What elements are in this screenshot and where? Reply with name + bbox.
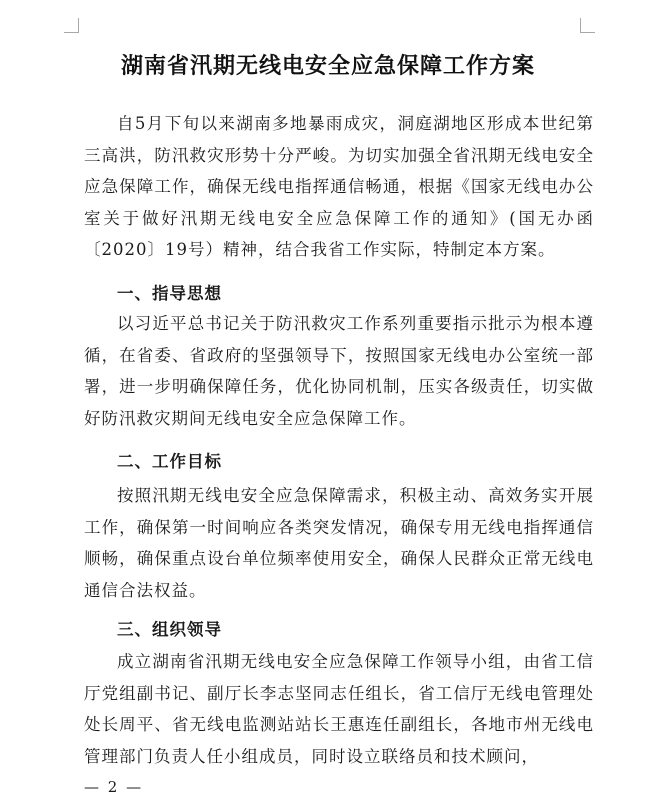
intro-paragraph: 自5月下旬以来湖南多地暴雨成灾，洞庭湖地区形成本世纪第三高洪，防汛救灾形势十分严峻。为切实加强全省汛期无线电安全应急保障工作，确保无线电指挥通信畅通，根据《国家无线电办公室关于做好汛期无线电安全应急保障工作的通知》(国无办函〔2020〕19号）精神，结合我省工作实际，特制定本方案。 (84, 114, 594, 259)
section-paragraph: 以习近平总书记关于防汛救灾工作系列重要指示批示为根本遵循，在省委、省政府的坚强领导下，按照国家无线电办公室统一部署，进一步明确保障任务，优化协同机制，压实各级责任，切实做好防汛救灾期间无线电安全应急保障工作。 (84, 314, 594, 428)
section-paragraph: 按照汛期无线电安全应急保障需求，积极主动、高效务实开展工作，确保第一时间响应各类突发情况，确保专用无线电指挥通信顺畅，确保重点设台单位频率使用安全，确保人民群众正常无线电通信合法权益。 (84, 486, 594, 600)
page-corner-mark (64, 18, 79, 33)
section-paragraph: 成立湖南省汛期无线电安全应急保障工作领导小组，由省工信厅党组副书记、副厅长李志坚同志任组长，省工信厅无线电管理处处长周平、省无线电监测站站长王惠连任副组长，各地市州无线电管理部门负责人任小组成员，同时设立联络员和技术顾问， (84, 652, 594, 766)
document-title: 湖南省汛期无线电安全应急保障工作方案 (120, 53, 535, 79)
section-heading: 三、组织领导 (117, 620, 222, 639)
section-heading: 一、指导思想 (117, 284, 222, 303)
page-corner-mark (580, 18, 595, 33)
section-heading: 二、工作目标 (117, 452, 222, 471)
page-number: — 2 — (84, 778, 144, 796)
